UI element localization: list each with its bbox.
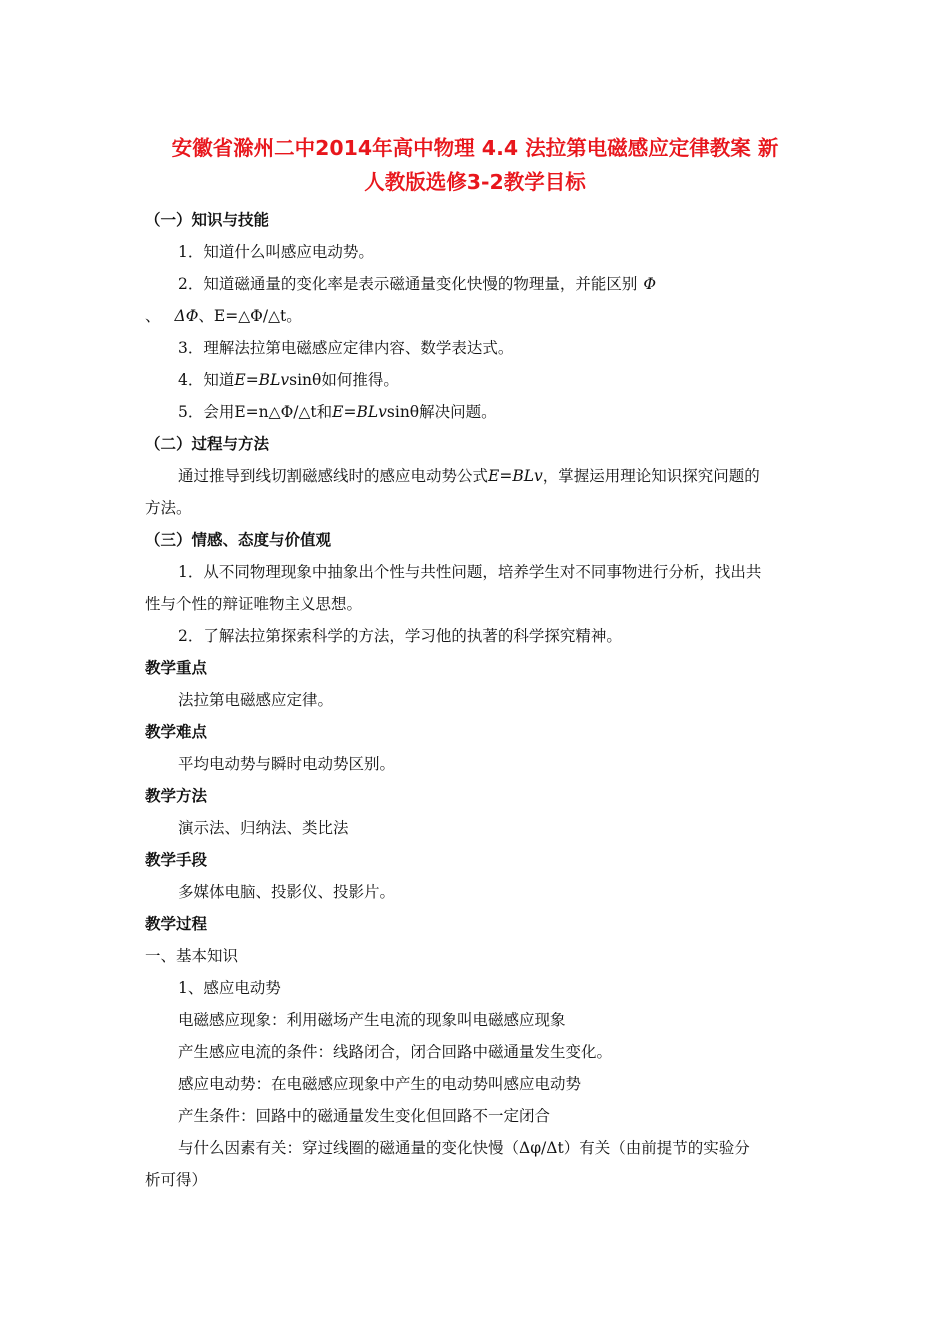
paragraph-induction-phenomenon: 电磁感应现象：利用磁场产生电流的现象叫电磁感应现象	[178, 1011, 566, 1029]
phi-symbol: Φ	[643, 275, 657, 293]
objective-item-1: 1．知道什么叫感应电动势。	[178, 243, 374, 261]
document-title	[140, 131, 810, 199]
title-line-1: 安徽省滁州二中2014年高中物理 4.4 法拉第电磁感应定律教案 新	[171, 136, 779, 160]
method-text: 演示法、归纳法、类比法	[178, 819, 349, 837]
objective-item-2-line-2: 、 ΔΦ、E=△Φ/△t。	[145, 307, 302, 325]
section-heading-process: （二）过程与方法	[145, 435, 270, 453]
paragraph-emf-condition: 产生条件：回路中的磁通量发生变化但回路不一定闭合	[178, 1107, 551, 1125]
teaching-process-heading: 教学过程	[145, 915, 208, 933]
section-heading-knowledge: （一）知识与技能	[145, 211, 270, 229]
difficulty-text: 平均电动势与瞬时电动势区别。	[178, 755, 396, 773]
objective-item-4: 4．知道E=BLvsinθ如何推得。	[178, 371, 399, 389]
values-item-1-line-2: 性与个性的辩证唯物主义思想。	[145, 595, 363, 613]
values-item-2: 2．了解法拉第探索科学的方法，学习他的执著的科学探究精神。	[178, 627, 622, 645]
process-paragraph-line-2: 方法。	[145, 499, 192, 517]
means-heading: 教学手段	[145, 851, 208, 869]
title-line-2: 人教版选修3-2教学目标	[364, 170, 586, 194]
paragraph-current-condition: 产生感应电流的条件：线路闭合，闭合回路中磁通量发生变化。	[178, 1043, 613, 1061]
paragraph-emf-factors-line-1: 与什么因素有关：穿过线圈的磁通量的变化快慢（Δφ/Δt）有关（由前提节的实验分	[178, 1139, 750, 1157]
objective-item-5: 5．会用E=n△Φ/△t和E=BLvsinθ解决问题。	[178, 403, 497, 421]
part-one-heading: 一、基本知识	[145, 947, 239, 965]
means-text: 多媒体电脑、投影仪、投影片。	[178, 883, 396, 901]
difficulty-heading: 教学难点	[145, 723, 208, 741]
objective-item-3: 3．理解法拉第电磁感应定律内容、数学表达式。	[178, 339, 514, 357]
method-heading: 教学方法	[145, 787, 208, 805]
section-heading-values: （三）情感、态度与价值观	[145, 531, 332, 549]
key-point-heading: 教学重点	[145, 659, 208, 677]
formula-ebLv: E=BLv	[234, 371, 290, 389]
delta-phi-symbol: ΔΦ	[174, 307, 199, 325]
process-paragraph-line-1: 通过推导到线切割磁感线时的感应电动势公式E=BLv，掌握运用理论知识探究问题的	[178, 467, 760, 485]
paragraph-emf-definition: 感应电动势：在电磁感应现象中产生的电动势叫感应电动势	[178, 1075, 582, 1093]
subsection-heading-emf: 1、感应电动势	[178, 979, 281, 997]
paragraph-emf-factors-line-2: 析可得）	[145, 1171, 208, 1189]
values-item-1-line-1: 1．从不同物理现象中抽象出个性与共性问题，培养学生对不同事物进行分析，找出共	[178, 563, 762, 581]
formula-ebLv: E=BLv	[332, 403, 387, 421]
key-point-text: 法拉第电磁感应定律。	[178, 691, 334, 709]
formula-ebLv: E=BLv	[488, 467, 543, 485]
objective-item-2-line-1: 2．知道磁通量的变化率是表示磁通量变化快慢的物理量，并能区别 Φ	[178, 275, 657, 293]
